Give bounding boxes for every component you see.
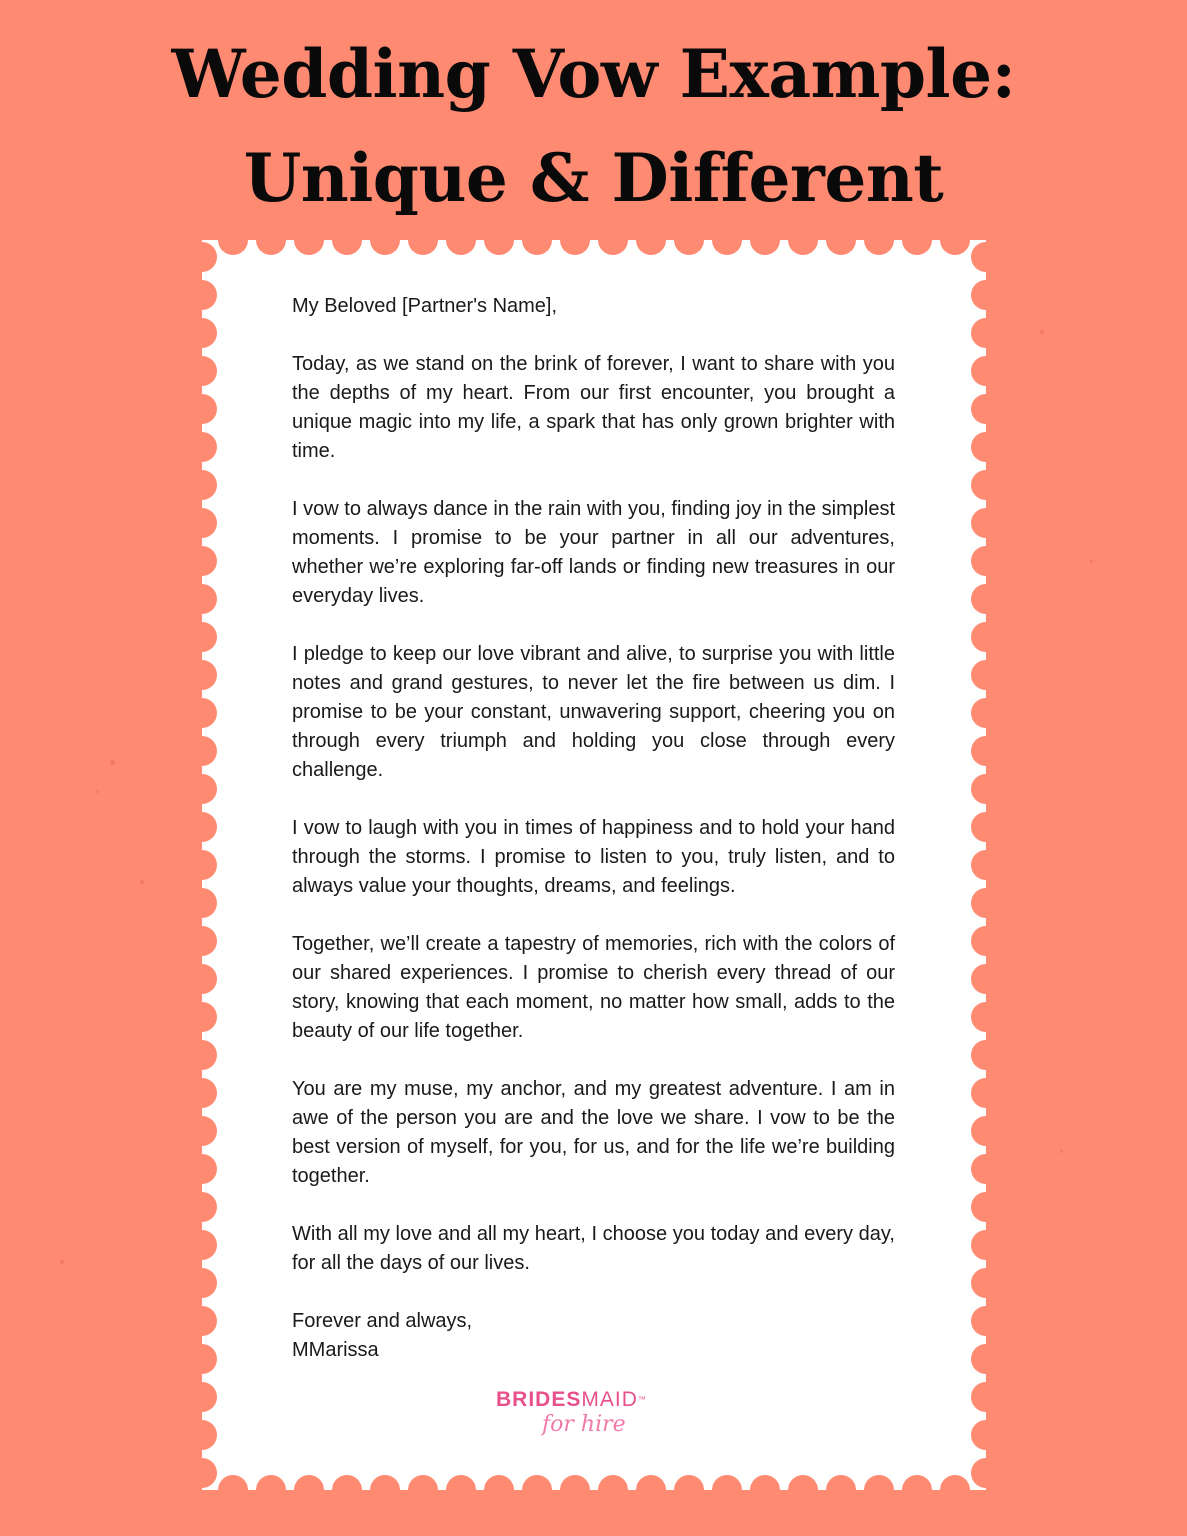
stamp-edge-scallop bbox=[712, 1475, 742, 1505]
letter-paragraph: I pledge to keep our love vibrant and alive, to surprise you with little notes and grand gestures, to never let the fire between us dim. I promise to be your constant, unwavering support, cheering you on through every triumph and holding you close through every challenge. bbox=[292, 643, 895, 781]
stamp-edge-scallop bbox=[187, 470, 217, 500]
stamp-edge-scallop bbox=[971, 546, 1001, 576]
letter-paragraph: I vow to always dance in the rain with you, finding joy in the simplest moments. I promise to be your partner in all our adventures, whether we’re exploring far-off lands or finding new treasures in our everyday lives. bbox=[292, 498, 895, 607]
stamp-edge-scallop bbox=[971, 584, 1001, 614]
stamp-edge-scallop bbox=[187, 736, 217, 766]
stamp-edge-scallop bbox=[674, 225, 704, 255]
stamp-edge-scallop bbox=[187, 1116, 217, 1146]
stamp-edge-scallop bbox=[902, 225, 932, 255]
stamp-edge-scallop bbox=[971, 1040, 1001, 1070]
stamp-edge-scallop bbox=[187, 280, 217, 310]
brand-wordmark bbox=[496, 1388, 666, 1412]
stamp-edge-scallop bbox=[187, 1344, 217, 1374]
stamp-edge-scallop bbox=[187, 356, 217, 386]
stamp-edge-scallop bbox=[971, 1002, 1001, 1032]
stamp-edge-scallop bbox=[864, 1475, 894, 1505]
stamp-edge-scallop bbox=[826, 1475, 856, 1505]
stamp-edge-scallop bbox=[256, 225, 286, 255]
stamp-edge-scallop bbox=[971, 1230, 1001, 1260]
speckle bbox=[60, 1260, 64, 1264]
stamp-edge-scallop bbox=[218, 1475, 248, 1505]
stamp-edge-scallop bbox=[294, 1475, 324, 1505]
stamp-edge-scallop bbox=[971, 356, 1001, 386]
stamp-edge-scallop bbox=[971, 508, 1001, 538]
stamp-edge-scallop bbox=[750, 225, 780, 255]
page-title-line-1: Wedding Vow Example: bbox=[171, 35, 1016, 113]
brand-tagline: for hire bbox=[542, 1412, 626, 1437]
stamp-edge-scallop bbox=[560, 225, 590, 255]
stamp-edge-scallop bbox=[971, 1420, 1001, 1450]
stamp-edge-scallop bbox=[971, 394, 1001, 424]
brand-light: MAID bbox=[581, 1388, 638, 1411]
stamp-edge-scallop bbox=[712, 225, 742, 255]
speckle bbox=[1060, 1150, 1063, 1153]
speckle bbox=[140, 880, 144, 884]
stamp-edge-scallop bbox=[187, 774, 217, 804]
letter-paragraph: With all my love and all my heart, I choose you today and every day, for all the days of our lives. bbox=[292, 1223, 895, 1274]
stamp-edge-scallop bbox=[636, 225, 666, 255]
stamp-edge-scallop bbox=[636, 1475, 666, 1505]
stamp-edge-scallop bbox=[971, 1382, 1001, 1412]
stamp-edge-scallop bbox=[864, 225, 894, 255]
stamp-edge-scallop bbox=[187, 660, 217, 690]
stamp-edge-scallop bbox=[971, 622, 1001, 652]
stamp-edge-scallop bbox=[256, 1475, 286, 1505]
stamp-edge-scallop bbox=[971, 888, 1001, 918]
stamp-edge-scallop bbox=[408, 225, 438, 255]
stamp-edge-scallop bbox=[971, 660, 1001, 690]
stamp-edge-scallop bbox=[187, 242, 217, 272]
stamp-edge-scallop bbox=[788, 1475, 818, 1505]
page-title-line-2: Unique & Different bbox=[243, 139, 944, 217]
stamp-edge-scallop bbox=[484, 1475, 514, 1505]
stamp-edge-scallop bbox=[187, 546, 217, 576]
stamp-edge-scallop bbox=[187, 850, 217, 880]
stamp-edge-scallop bbox=[971, 280, 1001, 310]
stamp-edge-scallop bbox=[446, 225, 476, 255]
stamp-edge-scallop bbox=[971, 964, 1001, 994]
stamp-edge-scallop bbox=[187, 1382, 217, 1412]
speckle bbox=[1040, 330, 1044, 334]
stamp-edge-scallop bbox=[187, 1306, 217, 1336]
stamp-edge-scallop bbox=[187, 318, 217, 348]
stamp-edge-scallop bbox=[940, 225, 970, 255]
signature: MMarissa bbox=[292, 1339, 379, 1361]
brand-bold: BRIDES bbox=[496, 1388, 582, 1411]
stamp-edge-scallop bbox=[971, 1344, 1001, 1374]
stamp-edge-scallop bbox=[971, 1192, 1001, 1222]
letter-paragraph: Together, we’ll create a tapestry of memories, rich with the colors of our shared experiences. I promise to cherish every thread of our story, knowing that each moment, no matter how small, adds to the beauty of our life together. bbox=[292, 933, 895, 1042]
stamp-edge-scallop bbox=[187, 584, 217, 614]
stamp-edge-scallop bbox=[187, 1154, 217, 1184]
stamp-edge-scallop bbox=[971, 1268, 1001, 1298]
stamp-edge-scallop bbox=[187, 926, 217, 956]
stamp-edge-scallop bbox=[370, 225, 400, 255]
letter-paragraph: Today, as we stand on the brink of forever, I want to share with you the depths of my heart. From our first encounter, you brought a unique magic into my life, a spark that has only grown brighter with time. bbox=[292, 353, 895, 462]
stamp-edge-scallop bbox=[940, 1475, 970, 1505]
stamp-edge-scallop bbox=[674, 1475, 704, 1505]
stamp-edge-scallop bbox=[446, 1475, 476, 1505]
stamp-edge-scallop bbox=[971, 432, 1001, 462]
stamp-edge-scallop bbox=[187, 1458, 217, 1488]
stamp-edge-scallop bbox=[218, 225, 248, 255]
brand-logo bbox=[496, 1388, 666, 1438]
stamp-edge-scallop bbox=[971, 318, 1001, 348]
closing-line: Forever and always, bbox=[292, 1310, 473, 1332]
stamp-edge-scallop bbox=[971, 1154, 1001, 1184]
letter-paragraph: I vow to laugh with you in times of happiness and to hold your hand through the storms. I promise to listen to you, truly listen, and to always value your thoughts, dreams, and feelings. bbox=[292, 817, 895, 897]
stamp-edge-scallop bbox=[971, 1458, 1001, 1488]
letter-greeting: My Beloved [Partner's Name], bbox=[292, 295, 558, 317]
trademark-mark: ™ bbox=[637, 1395, 647, 1404]
stamp-edge-scallop bbox=[971, 774, 1001, 804]
stamp-edge-scallop bbox=[187, 964, 217, 994]
stamp-edge-scallop bbox=[332, 1475, 362, 1505]
stamp-edge-scallop bbox=[826, 225, 856, 255]
stamp-edge-scallop bbox=[971, 926, 1001, 956]
letter-paragraph: You are my muse, my anchor, and my greatest adventure. I am in awe of the person you are and the love we share. I vow to be the best version of myself, for you, for us, and for the life we’re building together. bbox=[292, 1078, 895, 1187]
stamp-edge-scallop bbox=[187, 888, 217, 918]
stamp-edge-scallop bbox=[971, 1306, 1001, 1336]
stamp-edge-scallop bbox=[294, 225, 324, 255]
stamp-edge-scallop bbox=[522, 1475, 552, 1505]
stamp-edge-scallop bbox=[332, 225, 362, 255]
stamp-edge-scallop bbox=[971, 1116, 1001, 1146]
stamp-edge-scallop bbox=[522, 225, 552, 255]
stamp-edge-scallop bbox=[187, 1268, 217, 1298]
letter-closing bbox=[292, 1307, 895, 1365]
stamp-edge-scallop bbox=[750, 1475, 780, 1505]
stamp-edge-scallop bbox=[187, 1078, 217, 1108]
stamp-edge-scallop bbox=[598, 1475, 628, 1505]
stamp-edge-scallop bbox=[187, 698, 217, 728]
page-title bbox=[0, 22, 1187, 230]
stamp-edge-scallop bbox=[788, 225, 818, 255]
stamp-edge-scallop bbox=[187, 812, 217, 842]
stamp-edge-scallop bbox=[484, 225, 514, 255]
stamp-edge-scallop bbox=[971, 736, 1001, 766]
stamp-edge-scallop bbox=[560, 1475, 590, 1505]
stamp-edge-scallop bbox=[408, 1475, 438, 1505]
speckle bbox=[110, 760, 115, 765]
speckle bbox=[1090, 560, 1093, 563]
stamp-edge-scallop bbox=[971, 242, 1001, 272]
stamp-edge-scallop bbox=[187, 1040, 217, 1070]
stamp-edge-scallop bbox=[187, 622, 217, 652]
stamp-edge-scallop bbox=[902, 1475, 932, 1505]
speckle bbox=[96, 790, 99, 793]
stamp-edge-scallop bbox=[971, 698, 1001, 728]
stamp-edge-scallop bbox=[187, 432, 217, 462]
stamp-edge-scallop bbox=[971, 470, 1001, 500]
stamp-edge-scallop bbox=[370, 1475, 400, 1505]
stamp-edge-scallop bbox=[187, 1192, 217, 1222]
stamp-edge-scallop bbox=[971, 1078, 1001, 1108]
stamp-edge-scallop bbox=[187, 1420, 217, 1450]
stamp-edge-scallop bbox=[187, 1230, 217, 1260]
stamp-edge-scallop bbox=[187, 1002, 217, 1032]
stamp-edge-scallop bbox=[971, 812, 1001, 842]
stamp-edge-scallop bbox=[598, 225, 628, 255]
stamp-edge-scallop bbox=[187, 508, 217, 538]
stamp-edge-scallop bbox=[187, 394, 217, 424]
vow-letter bbox=[292, 292, 895, 1394]
stamp-edge-scallop bbox=[971, 850, 1001, 880]
